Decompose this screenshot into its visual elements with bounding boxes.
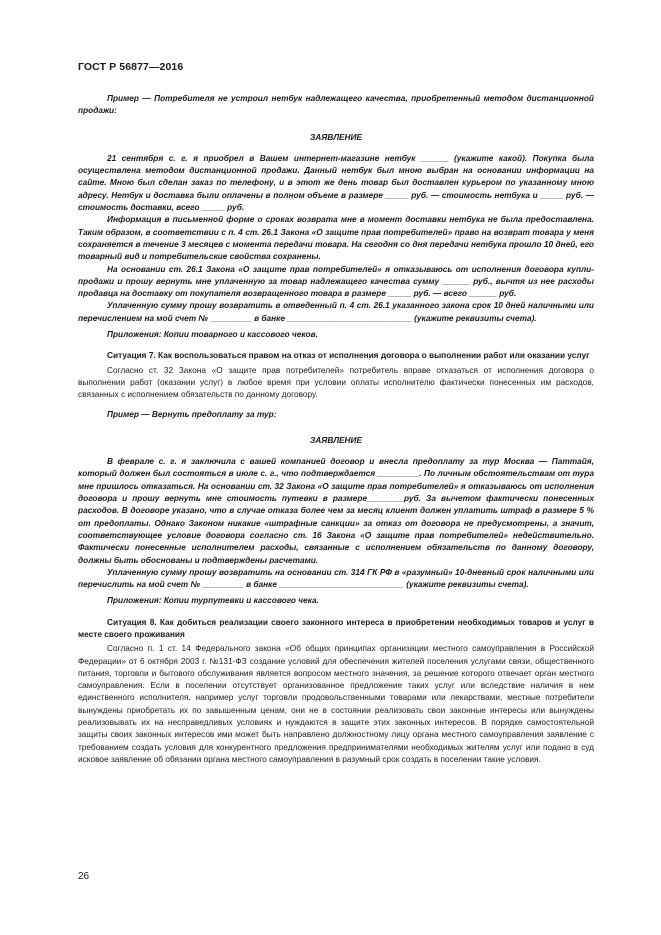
situation-8-text: Согласно п. 1 ст. 14 Федерального закона «Об общих принципах организации местного самоуправления в Российской Федерации» от 6 октября 2003 г. №131-ФЗ создание условий для обеспечения жителей поселения услугами связи, общественного питания, торговли и бытового обслуживания является вопросом местного значения, за решение которого отвечает орган местного самоуправления. Если в поселении отсутствует организованное предложение таких услуг или вследствие наличия в нем единственного исполнителя, например услуг торговли продовольственными товарами или лекарствами, местные потребители вынуждены приобретать их по завышенным ценам, они не в состоянии реализовать свои законные интересы или вынуждены реализовывать их на несправедливых условиях и нуждаются в защите этих законных интересов. В порядке самостоятельной защиты своих законных интересов ими может быть направлено должностному лицу органа местного самоуправления заявление с требованием создать условия для конкурентного предложения предпринимателями необходимых жителям услуг или подано в суд исковое заявление об обязании органа местного самоуправления в разумный срок создать в поселении такие условия. (78, 643, 594, 764)
example-2-title: ЗАЯВЛЕНИЕ (309, 434, 363, 445)
page-number: 26 (78, 871, 90, 882)
example-1-para-1: 21 сентября с. г. я приобрел в Вашем интернет-магазине нетбук ______ (укажите какой). Покупка была осуществлена методом дистанционной продажи. Данный нетбук был мною выбран на основании информации на сайте. Мною был сделан заказ по телефону, и в этот же день товар был доставлен курьером по указанному мною адресу. Нетбук и доставка были оплачены в полном объеме в размере _____ руб. — стоимость нетбука и _____ руб. — стоимость доставки, всего _____ руб. (78, 152, 594, 213)
example-1-intro: Пример — Потребителя не устроил нетбук надлежащего качества, приобретенный методом дистанционной продажи: (78, 93, 594, 116)
situation-7-heading: Ситуация 7. Как воспользоваться правом на отказ от исполнения договора о выполнении работ или оказании услуг (107, 350, 590, 361)
standard-header: ГОСТ Р 56877—2016 (78, 61, 184, 73)
example-2-para-2: Уплаченную сумму прошу возвратить на основании ст. 314 ГК РФ в «разумный» 10-дневный срок наличными или перечислить на мой счет № _________ в банке ___________________________ (укажите реквизиты счета). (78, 566, 594, 590)
example-1-attachments: Приложения: Копии товарного и кассового чеков. (107, 329, 318, 340)
example-2-para-1: В феврале с. г. я заключила с вашей компанией договор и внесла предоплату за тур Москва — Паттайя, который должен был состояться в июле с. г., что подтверждается _________. По личным обстоятельствам от тура мне пришлось отказаться. На основании ст. 32 Закона «О защите прав потребителей» я отказываюсь от исполнения договора и прошу вернуть мне стоимость путевки в размере________руб. За вычетом фактически понесенных расходов. В договоре указано, что в случае отказа более чем за месяц клиент должен уплатить штраф в размере 5 % от предоплаты. Однако Законом никакие «штрафные санкции» за отказ от договора не предусмотрены, а значит, соответствующее условие договора согласно ст. 16 Закона «О защите прав потребителей» недействительно. Фактически понесенные исполнителем расходы, связанные с исполнением обязательств по данному договору, должны быть обоснованы и подтверждены расчетами. (78, 456, 594, 565)
example-1-title: ЗАЯВЛЕНИЕ (309, 131, 363, 142)
situation-8-heading: Ситуация 8. Как добиться реализации своего законного интереса в приобретении необходимых товаров и услуг в месте своего проживания (78, 616, 594, 639)
example-1-para-3: На основании ст. 26.1 Закона «О защите прав потребителей» я отказываюсь от исполнения договора купли-продажи и прошу вернуть мне уплаченную за товар надлежащего качества сумму ______ руб., вычтя из нее расходы продавца на доставку от покупателя возвращенного товара в размере _____ руб. — всего ______ руб. (78, 263, 594, 299)
example-1-para-2: Информация в письменной форме о сроках возврата мне в момент доставки нетбука не была предоставлена. Таким образом, в соответствии с п. 4 ст. 26.1 Закона «О защите прав потребителей» право на возврат товара у меня сохраняется в течение 3 месяцев с момента передачи товара. На сегодня со дня передачи нетбука прошло 10 дней, его товарный вид и потребительские свойства сохранены. (78, 214, 594, 262)
situation-7-text: Согласно ст. 32 Закона «О защите прав потребителей» потребитель вправе отказаться от исполнения договора о выполнении работ (оказании услуг) в любое время при условии оплаты исполнителю фактически понесенных им расходов, связанных с исполнением обязательств по данному договору. (78, 364, 594, 400)
example-2-intro: Пример — Вернуть предоплату за тур: (107, 408, 277, 419)
example-1-para-4: Уплаченную сумму прошу возвратить в отведенный п. 4 ст. 26.1 указанного закона срок 10 дней наличными или перечислением на мой счет № _________ в банке ___________________________ (укажите реквизиты счета). (78, 300, 594, 323)
example-2-attachments: Приложения: Копии турпутевки и кассового чека. (107, 595, 319, 606)
page-content (78, 90, 594, 765)
